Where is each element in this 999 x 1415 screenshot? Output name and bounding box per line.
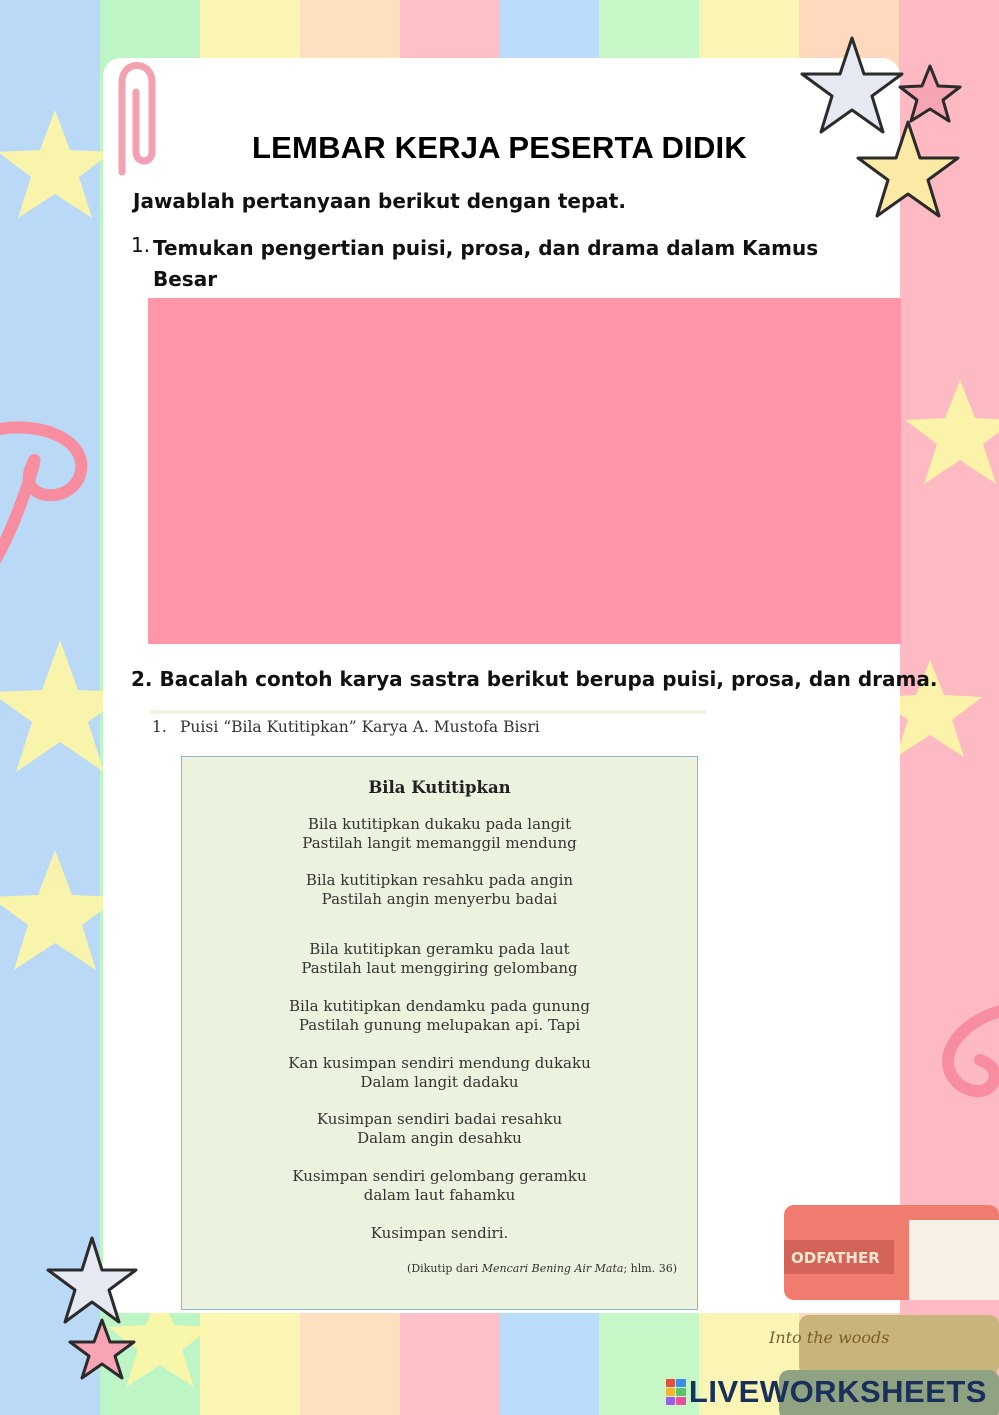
poem-box bbox=[181, 756, 698, 1310]
swirl-shape bbox=[0, 427, 81, 560]
poem-stanza bbox=[182, 871, 697, 909]
logo-text: LIVEWORKSHEETS bbox=[688, 1374, 987, 1409]
star-icon bbox=[48, 1238, 136, 1322]
page-title: LEMBAR KERJA PESERTA DIDIK bbox=[252, 130, 747, 165]
poem-stanza bbox=[182, 1167, 697, 1205]
source-suffix: ; hlm. 36) bbox=[623, 1262, 677, 1275]
instruction-text: Jawablah pertanyaan berikut dengan tepat. bbox=[133, 189, 626, 213]
poem-caption-number: 1. bbox=[152, 718, 167, 736]
question-2-text: 2. Bacalah contoh karya sastra berikut berupa puisi, prosa, dan drama. bbox=[131, 667, 938, 691]
star-shape bbox=[905, 380, 999, 484]
source-title: Mencari Bening Air Mata bbox=[481, 1262, 624, 1275]
poem-title: Bila Kutitipkan bbox=[368, 778, 511, 797]
poem-line: Kusimpan sendiri. bbox=[370, 1224, 509, 1242]
caption-divider bbox=[150, 710, 706, 714]
poem-stanza bbox=[182, 940, 697, 978]
poem-stanza bbox=[182, 1224, 697, 1243]
poem-stanza bbox=[182, 997, 697, 1035]
source-prefix: (Dikutip dari bbox=[407, 1262, 482, 1275]
stars-cluster-bottom-left bbox=[40, 1230, 170, 1380]
poem-line: Bila kutitipkan resahku pada angin bbox=[305, 871, 574, 889]
poem-line: Kusimpan sendiri badai resahku bbox=[316, 1110, 563, 1128]
poem-line: Kan kusimpan sendiri mendung dukaku bbox=[288, 1054, 591, 1072]
poem-line: Bila kutitipkan dendamku pada gunung bbox=[289, 997, 590, 1015]
poem-line: Kusimpan sendiri gelombang geramku bbox=[292, 1167, 587, 1185]
poem-line: Dalam langit dadaku bbox=[360, 1073, 519, 1091]
poem-line: Pastilah gunung melupakan api. Tapi bbox=[298, 1016, 581, 1034]
liveworksheets-logo-icon bbox=[666, 1379, 686, 1405]
book-spine-text-2: Into the woods bbox=[769, 1328, 890, 1347]
book-spine-text-1: ODFATHER bbox=[791, 1249, 880, 1267]
poem-caption-text: Puisi “Bila Kutitipkan” Karya A. Mustofa Bisri bbox=[180, 718, 540, 736]
poem-line: dalam laut fahamku bbox=[363, 1186, 516, 1204]
star-shape bbox=[0, 850, 120, 970]
poem-stanza bbox=[182, 815, 697, 853]
poem-line: Bila kutitipkan dukaku pada langit bbox=[307, 815, 572, 833]
star-icon bbox=[802, 38, 902, 132]
star-icon bbox=[900, 66, 960, 121]
poem-stanza bbox=[182, 1054, 697, 1092]
poem-stanza bbox=[182, 1110, 697, 1148]
poem-line: Pastilah laut menggiring gelombang bbox=[301, 959, 578, 977]
question-1-answer-field[interactable] bbox=[148, 298, 901, 644]
stars-cluster-top-right bbox=[800, 30, 970, 220]
liveworksheets-logo bbox=[666, 1374, 987, 1410]
swirl-shape bbox=[948, 1010, 999, 1091]
poem-line: Bila kutitipkan geramku pada laut bbox=[309, 940, 570, 958]
poem-line: Pastilah langit memanggil mendung bbox=[302, 834, 577, 852]
star-icon bbox=[70, 1320, 134, 1378]
question-1-number: 1. bbox=[131, 233, 151, 257]
poem-caption bbox=[152, 718, 540, 736]
question-1-line-1: Temukan pengertian puisi, prosa, dan drama dalam Kamus Besar bbox=[153, 236, 819, 291]
poem-source bbox=[407, 1262, 677, 1275]
poem-line: Pastilah angin menyerbu badai bbox=[321, 890, 558, 908]
poem-line: Dalam angin desahku bbox=[357, 1129, 522, 1147]
